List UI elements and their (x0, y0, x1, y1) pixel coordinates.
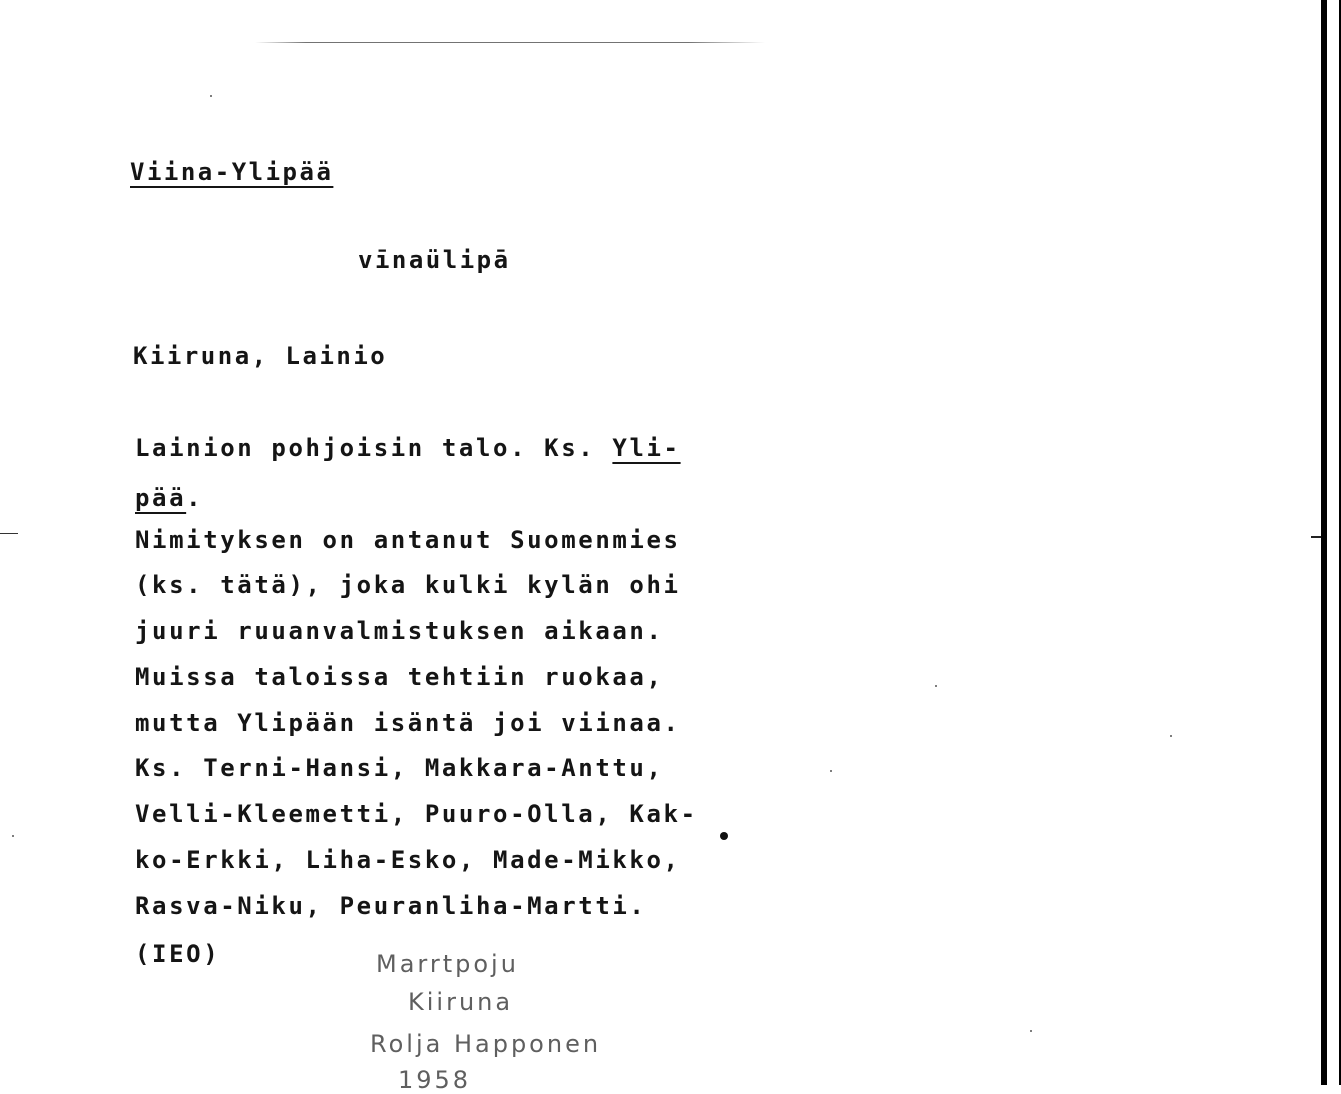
body-text: . (186, 484, 204, 512)
scan-artifact-line (255, 42, 765, 43)
body-line: juuri ruuanvalmistuksen aikaan. (135, 617, 664, 645)
body-line: mutta Ylipään isäntä joi viinaa. (135, 709, 681, 737)
body-line (135, 436, 681, 460)
scan-speck (12, 835, 14, 837)
page-edge-border (1321, 0, 1327, 1085)
body-line: (ks. tätä), joka kulki kylän ohi (135, 571, 681, 599)
stamp-line-place: Kiiruna (408, 988, 514, 1016)
scan-speck (720, 832, 728, 840)
scan-speck (1170, 735, 1172, 737)
scan-speck (935, 685, 937, 687)
cross-reference: pää (135, 484, 187, 512)
stamp-line-collector: Rolja Happonen (370, 1030, 602, 1058)
scan-speck (1030, 1030, 1032, 1032)
phonetic-transcription: vīnaülipā (358, 246, 511, 274)
scan-speck (830, 770, 832, 772)
body-line: Muissa taloissa tehtiin ruokaa, (135, 663, 664, 691)
scan-speck (210, 95, 212, 97)
body-line: Ks. Terni-Hansi, Makkara-Anttu, (135, 754, 664, 782)
margin-tick-right (1311, 536, 1321, 538)
stamp-line-name: Marrtpoju (376, 950, 519, 978)
body-line: Velli-Kleemetti, Puuro-Olla, Kak- (135, 800, 698, 828)
margin-tick-left (0, 533, 18, 534)
entry-title: Viina-Ylipää (130, 158, 334, 186)
body-text: Lainion pohjoisin talo. Ks. (135, 434, 613, 462)
location-line: Kiiruna, Lainio (133, 342, 388, 370)
source-code: (IEO) (135, 940, 221, 968)
body-line: Rasva-Niku, Peuranliha-Martti. (135, 892, 647, 920)
body-line: Nimityksen on antanut Suomenmies (135, 526, 681, 554)
stamp-line-year: 1958 (398, 1066, 472, 1094)
body-line (135, 486, 203, 510)
body-line: ko-Erkki, Liha-Esko, Made-Mikko, (135, 846, 681, 874)
cross-reference: Yli- (612, 434, 681, 462)
